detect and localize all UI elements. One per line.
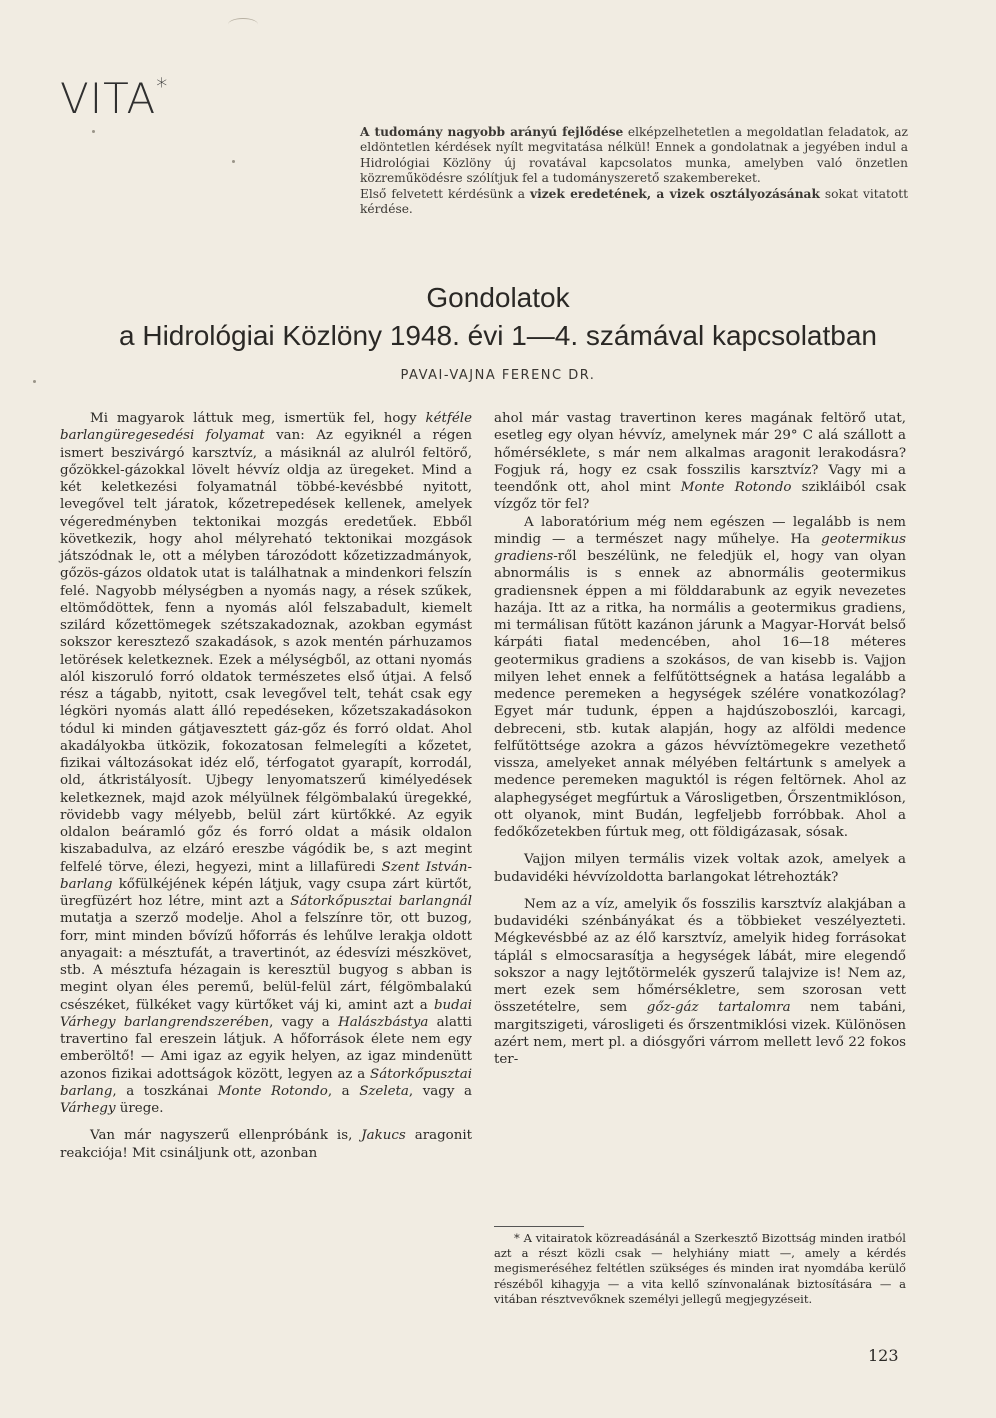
article-title: [0, 280, 996, 354]
italic-term: Sátorkőpusztai barlang: [60, 1066, 472, 1099]
body-text: van: Az egyiknél a régen ismert beszivárgó karsztvíz, a másiknál az alulról feltörő, gőzökkel-gázokkal lövelt hévvíz oldja az üregeket. Mind a két keletkezési folyamatnál többé-kevésbbé nyitott, levegővel telt járatok, kőzetrepedések kellenek, amelyek végeredményben tektonikai mozgás eredetűek. Ebből következik, hogy ahol mélyreható tektonikai mozgások játszódnak le, ott a mélyben tározódott kőzetizzadmányok, gőzös-gázos oldatok utat is találhatnak a mindenkori felszín felé. Nagyobb mélységben a nyomás nagy, a rések szűkek, eltömődöttek, fenn a nyomás alól felszabadult, kiemelt szilárd kőzettömegek szétszakadoznak, azokban egymást sokszor keresztező szakadások, s azok mentén párhuzamos letörések keletkeznek. Ezek a mélységből, az ottani nyomás alól kiszoruló forró oldatok természetes első útjai. A felső rész a tágabb, nyitott, csak levegővel telt, tehát csak egy légköri nyomás alatt álló repedéseken, kőzetszakadásokon tódul ki minden gátjavesztett gáz-gőz és forró oldat. Ahol akadályokba ütközik, fokozatosan felmelegíti a kőzetet, fizikai változásokat idéz elő, térfogatot gyarapít, korrodál, old, átkristályosít. Ujbegy lenyomatszerű kimélyedések keletkeznek, majd azok mélyülnek félgömbalakú üregekké, rövidebb vagy mélyebb, belül zárt kürtőkké. Az egyik oldalon beáramló gőz és forró oldat a másik oldalon kiszabadulva, az elzáró ereszbe vágódik be, s azt megint felfelé törve, élezi, hegyezi, mint a lillafüredi: [60, 428, 472, 875]
italic-term: Szeleta: [359, 1083, 409, 1099]
body-paragraph: [494, 514, 906, 842]
body-text: Van már nagyszerű ellenpróbánk is,: [90, 1128, 362, 1144]
intro-block: [360, 125, 908, 217]
footnote: [494, 1231, 906, 1307]
italic-term: Monte Rotondo: [680, 480, 792, 495]
body-text: , a toszkánai: [112, 1083, 218, 1099]
left-column: [60, 410, 472, 1162]
body-paragraph: [60, 1127, 472, 1162]
paper-mark: [228, 18, 258, 31]
body-text: , vagy a: [269, 1014, 339, 1030]
intro-text: sokat vitatott kérdése.: [360, 186, 908, 217]
body-paragraph: [60, 410, 472, 1117]
intro-paragraph: [360, 187, 908, 218]
body-text: Nem az a víz, amelyik ős fosszilis karsztvíz alakjában a budavidéki szénbányákat és a többieket veszélyezteti. Mégkevésbbé az az élő karsztvíz, amelyik hideg forrásokat táplál s elmocsarasítja a hegységek lábát, mire elegendő sokszor a nagy lejtőtörmelék gyszerű talajvize is! Nem az, mert ezek sem hőmérsékletre, sem szorosan vett összetételre, sem: [494, 896, 906, 1016]
body-text: ürege.: [115, 1101, 164, 1116]
section-label-text: VITA: [60, 74, 157, 123]
intro-text: Első felvetett kérdésünk a: [360, 186, 530, 201]
italic-term: Várhegy: [60, 1101, 116, 1116]
footnote-text: * A vitairatok közreadásánál a Szerkesztő Bizottság minden iratból azt a részt közli csak — helyhiány miatt —, amely a kérdés megismeréséhez feltétlen szükséges és minden irat nyomdába kerülő részéből kihagyja — a vita kellő színvonalának biztosítására — a vitában résztvevőknek személyi jellegű megjegyzéseit.: [494, 1231, 906, 1306]
body-text: , vagy a: [408, 1083, 472, 1099]
body-text: Mi magyarok láttuk meg, ismertük fel, hogy: [90, 411, 426, 426]
intro-paragraph: [360, 125, 908, 187]
italic-term: Sátorkőpusztai barlangnál: [290, 894, 473, 909]
body-paragraph: [494, 410, 906, 514]
body-text: alatti travertino fal ereszein látjuk. A hőforrások élete nem egy emberöltő! — Ami igaz az egyik helyen, az igaz mindenütt azonos fizikai adottságok között, legyen az a: [60, 1014, 472, 1082]
italic-term: kétféle barlangüregesedési folyamat: [60, 411, 472, 444]
footnote-divider: [494, 1226, 584, 1227]
author-name: PAVAI-VAJNA FERENC DR.: [400, 368, 596, 383]
body-text: A laboratórium még nem egészen — legalább is nem mindig — a természet nagy műhelye. Ha: [494, 514, 906, 547]
body-text: -ről beszélünk, ne feledjük el, hogy van olyan abnormális is s ennek az abnormális geotermikus gradiensnek éppen a mi földdarabunk az egyik nevezetes hazája. Itt az a ritka, ha normális a geotermikus gradiens, mi termálisan fűtött kazánon járunk a Magyar-Horvát belső kárpáti fiatal medencében, ahol 16—18 méteres geotermikus gradiens a szokásos, de van kisebb is. Vajjon milyen lehet ennek a felfűtöttségnek a hatása legalább a medence peremeken a hegységek szélére vonatkozólag? Egyet már tudunk, éppen a hajdúszoboszlói, karcagi, debreceni, stb. kutak alapján, hogy az alföldi medence felfűtöttsége azokra a gázos hévvíztömegekre vezethető vissza, amelyeket annak mélyében feltártunk s amelyek a medence peremeken maguktól is régen feltörnek. Ahol az alaphegységet megfúrtuk a Városligetben, Őrszentmiklóson, ott olyanok, mint Budán, legfeljebb forróbbak. Ahol a fedőkőzetekben fúrtuk meg, ott földigázasak, sósak.: [494, 549, 906, 840]
italic-term: Jakucs: [361, 1128, 406, 1144]
section-label: [60, 74, 168, 123]
italic-term: gőz-gáz tartalomra: [646, 1000, 791, 1016]
page-number: 123: [868, 1346, 899, 1365]
intro-text: elképzelhetetlen a megoldatlan feladatok, az eldöntetlen kérdések nyílt megvitatása nélkül! Ennek a gondolatnak a jegyében indul a Hidrológiai Közlöny új rovatával kapcsolatos munka, amelyben való önzetlen közreműködésre szólítjuk fel a tudományszerető szakembereket.: [360, 125, 908, 186]
body-text: ahol már vastag travertinon keres magának feltörő utat, esetleg egy olyan hévvíz, amelynek már 29° C alá szállott a hőmérséklete, s már nem alkalmas aragonit lerakodásra? Fogjuk rá, hogy ez csak fosszilis karsztvíz? Vagy mi a teendőnk ott, ahol mint: [494, 411, 906, 495]
body-text: szikláiból csak vízgőz tör fel?: [494, 480, 906, 513]
body-text: nem tabáni, margitszigeti, városligeti és őrszentmiklósi vizek. Különösen azért nem, mert pl. a diósgyőri várrom mellett levő 22 fokos ter-: [494, 1000, 906, 1067]
italic-term: budai Várhegy barlangrendszerében: [60, 997, 472, 1030]
italic-term: geotermikus gradiens: [494, 531, 906, 564]
section-label-mark: *: [156, 75, 169, 100]
body-paragraph: [494, 896, 906, 1069]
title-line: Gondolatok: [426, 282, 570, 313]
body-text: , a: [327, 1083, 360, 1099]
right-column: [494, 410, 906, 1068]
body-text: kőfülkéjének képén látjuk, vagy csupa zárt kürtőt, üregfüzért hoz létre, mint azt a: [60, 876, 472, 909]
italic-term: Halászbástya: [338, 1014, 429, 1030]
paper-speck: [92, 130, 95, 133]
body-text: aragonit reakciója! Mit csináljunk ott, azonban: [60, 1128, 473, 1161]
body-text: mutatja a szerző modelje. Ahol a felszínre tör, ott buzog, forr, mint minden bővízű hőforrás és lehűlve lerakja oldott anyagait: a mésztufát, a travertinót, az édesvízi mészkövet, stb. A mésztufa hézagain is keresztül bugyog s abban is megint olyan éles peremű, belül-felül zárt, félgömbalakú csészéket, fülkéket vagy kürtőket váj ki, amint azt a: [60, 911, 472, 1013]
italic-term: Szent István-barlang: [60, 859, 472, 892]
paper-speck: [232, 160, 235, 163]
title-line: a Hidrológiai Közlöny 1948. évi 1—4. számával kapcsolatban: [119, 320, 877, 351]
intro-bold: vizek eredetének, a vizek osztályozásának: [529, 186, 820, 201]
intro-bold: A tudomány nagyobb arányú fejlődése: [360, 125, 624, 139]
italic-term: Monte Rotondo: [217, 1083, 328, 1099]
body-paragraph: Vajjon milyen termális vizek voltak azok, amelyek a budavidéki hévvízoldotta barlangokat létrehozták?: [494, 852, 906, 885]
